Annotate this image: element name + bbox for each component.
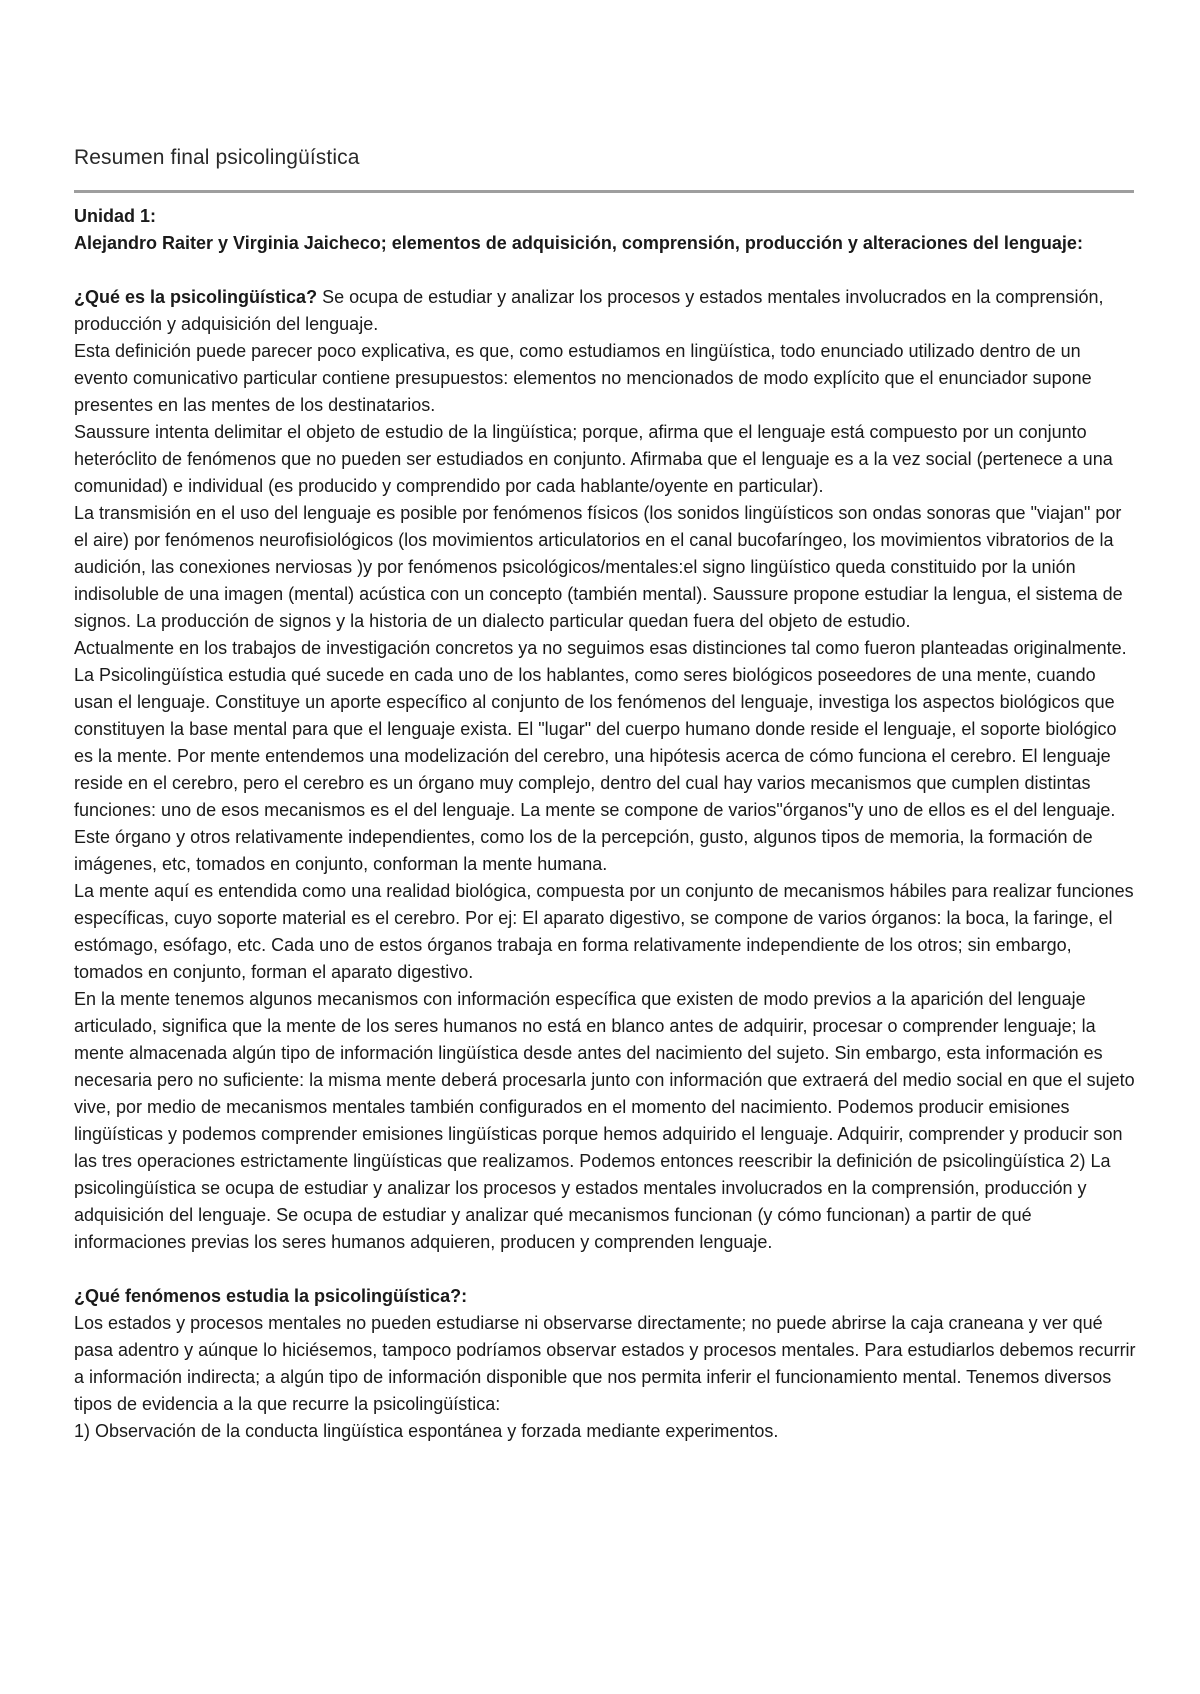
blank-line (74, 1256, 1136, 1283)
section2-question: ¿Qué fenómenos estudia la psicolingüística?: (74, 1286, 468, 1306)
document-body (74, 203, 1136, 1445)
section1-paragraph: Actualmente en los trabajos de investigación concretos ya no seguimos esas distinciones tal como fueron planteadas originalmente. La Psicolingüística estudia qué sucede en cada uno de los hablantes, como seres biológicos poseedores de una mente, cuando usan el lenguaje. Constituye un aporte específico al conjunto de los fenómenos del lenguaje, investiga los aspectos biológicos que constituyen la base mental para que el lenguaje exista. El "lugar" del cuerpo humano donde reside el lenguaje, el soporte biológico es la mente. Por mente entendemos una modelización del cerebro, una hipótesis acerca de cómo funciona el cerebro. El lenguaje reside en el cerebro, pero el cerebro es un órgano muy complejo, dentro del cual hay varios mecanismos que cumplen distintas funciones: uno de esos mecanismos es el del lenguaje. La mente se compone de varios"órganos"y uno de ellos es el del lenguaje. Este órgano y otros relativamente independientes, como los de la percepción, gusto, algunos tipos de memoria, la formación de imágenes, etc, tomados en conjunto, conforman la mente humana. (74, 638, 1127, 874)
section2-paragraph: 1) Observación de la conducta lingüística espontánea y forzada mediante experimentos. (74, 1421, 779, 1441)
section2-paragraph: Los estados y procesos mentales no pueden estudiarse ni observarse directamente; no puede abrirse la caja craneana y ver qué pasa adentro y aúnque lo hiciésemos, tampoco podríamos observar estados y procesos mentales. Para estudiarlos debemos recurrir a información indirecta; a algún tipo de información disponible que nos permita inferir el funcionamiento mental. Tenemos diversos tipos de evidencia a la que recurre la psicolingüística: (74, 1313, 1136, 1414)
section1-paragraph: La transmisión en el uso del lenguaje es posible por fenómenos físicos (los sonidos lingüísticos son ondas sonoras que "viajan" por el aire) por fenómenos neurofisiológicos (los movimientos articulatorios en el canal bucofaríngeo, los movimientos vibratorios de la audición, las conexiones nerviosas )y por fenómenos psicológicos/mentales:el signo lingüístico queda constituido por la unión indisoluble de una imagen (mental) acústica con un concepto (también mental). Saussure propone estudiar la lengua, el sistema de signos. La producción de signos y la historia de un dialecto particular quedan fuera del objeto de estudio. (74, 503, 1123, 631)
section1-paragraph: Saussure intenta delimitar el objeto de estudio de la lingüística; porque, afirma que el lenguaje está compuesto por un conjunto heteróclito de fenómenos que no pueden ser estudiados en conjunto. Afirmaba que el lenguaje es a la vez social (pertenece a una comunidad) e individual (es producido y comprendido por cada hablante/oyente en particular). (74, 422, 1113, 496)
section1-intro (74, 284, 1136, 338)
section1-answer: Se ocupa de estudiar y analizar los procesos y estados mentales involucrados en la comprensión, producción y adquisición del lenguaje. (74, 287, 1104, 334)
section1-paragraph: En la mente tenemos algunos mecanismos con información específica que existen de modo previos a la aparición del lenguaje articulado, significa que la mente de los seres humanos no está en blanco antes de adquirir, procesar o comprender lenguaje; la mente almacenada algún tipo de información lingüística desde antes del nacimiento del sujeto. Sin embargo, esta información es necesaria pero no suficiente: la misma mente deberá procesarla junto con información que extraerá del medio social en que el sujeto vive, por medio de mecanismos mentales también configurados en el momento del nacimiento. Podemos producir emisiones lingüísticas y podemos comprender emisiones lingüísticas porque hemos adquirido el lenguaje. Adquirir, comprender y producir son las tres operaciones estrictamente lingüísticas que realizamos. Podemos entonces reescribir la definición de psicolingüística 2) La psicolingüística se ocupa de estudiar y analizar los procesos y estados mentales involucrados en la comprensión, producción y adquisición del lenguaje. Se ocupa de estudiar y analizar qué mecanismos funcionan (y cómo funcionan) a partir de qué informaciones previas los seres humanos adquieren, producen y comprenden lenguaje. (74, 989, 1135, 1252)
document-page (74, 144, 1136, 1445)
section1-paragraph: La mente aquí es entendida como una realidad biológica, compuesta por un conjunto de mecanismos hábiles para realizar funciones específicas, cuyo soporte material es el cerebro. Por ej: El aparato digestivo, se compone de varios órganos: la boca, la faringe, el estómago, esófago, etc. Cada uno de estos órganos trabaja en forma relativamente independiente de los otros; sin embargo, tomados en conjunto, forman el aparato digestivo. (74, 881, 1134, 982)
title-divider (74, 190, 1134, 193)
unit-label: Unidad 1: (74, 206, 157, 226)
document-title: Resumen final psicolingüística (74, 146, 360, 169)
section1-question: ¿Qué es la psicolingüística? (74, 287, 318, 307)
blank-line (74, 257, 1136, 284)
section1-paragraph: Esta definición puede parecer poco explicativa, es que, como estudiamos en lingüística, todo enunciado utilizado dentro de un evento comunicativo particular contiene presupuestos: elementos no mencionados de modo explícito que el enunciador supone presentes en las mentes de los destinatarios. (74, 341, 1092, 415)
unit-subtitle: Alejandro Raiter y Virginia Jaicheco; elementos de adquisición, comprensión, producción y alteraciones del lenguaje: (74, 233, 1083, 253)
